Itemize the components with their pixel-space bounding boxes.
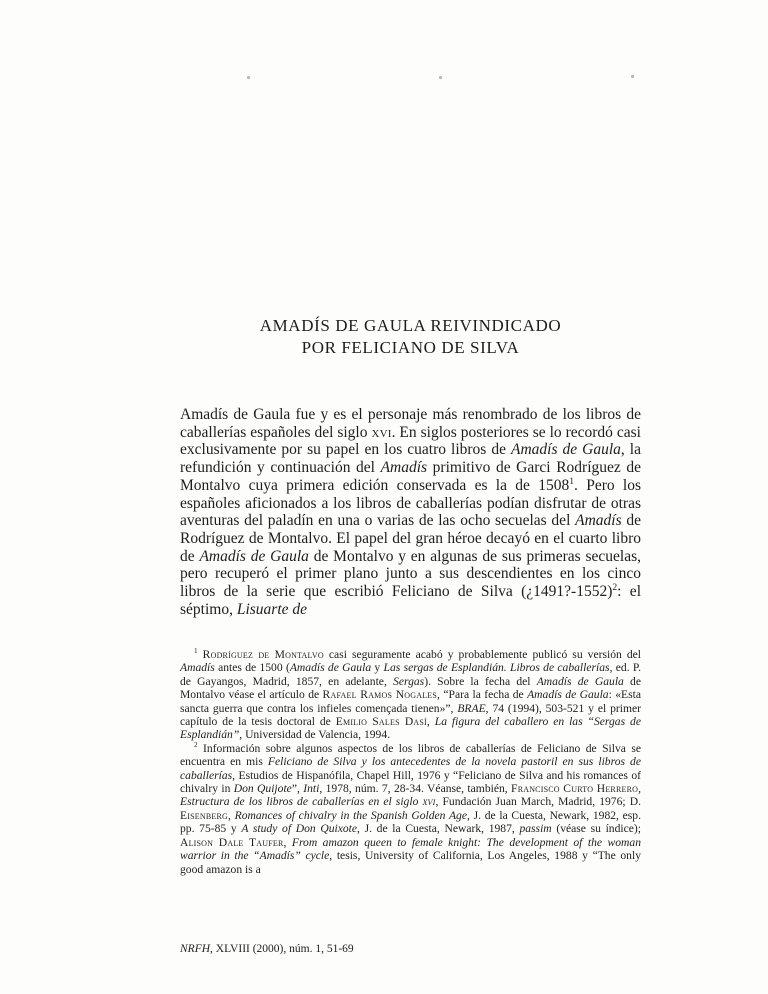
footnote-1: $^1$ Rodríguez de Montalvo casi seguramente acabó y probablemente publicó su versión del Amadís antes de 1500 (Amadís de Gaula y Las sergas de Esplandián. Libros de caballerías, ed. P. de Gayangos, Madrid, 1857, en adelante, Sergas). Sobre la fecha del Amadís de Gaula de Montalvo véase el artículo de Rafael Ramos Nogales, “Para la fecha de Amadís de Gaula: «Esta sancta guerra que contra los infieles començada tienen»”, BRAE, 74 (1994), 503-521 y el primer capítulo de la tesis doctoral de Emilio Sales Dasí, La figura del caballero en las “Sergas de Esplandián”, Universidad de Valencia, 1994. <box>180 647 642 742</box>
scan-artifact-dot <box>247 76 250 79</box>
footnotes-section <box>180 648 641 876</box>
scan-artifact-dot <box>439 76 442 79</box>
scan-artifact-dot <box>631 75 634 78</box>
footnote-2: $^2$ Información sobre algunos aspectos de los libros de caballerías de Feliciano de Silva se encuentra en mis Feliciano de Silva y los antecedentes de la novela pastoril en sus libros de caballerías, Estudios de Hispanófila, Chapel Hill, 1976 y “Feliciano de Silva and his romances of chivalry in Don Quijote”, Inti, 1978, núm. 7, 28-34. Véanse, también, Francisco Curto Herrero, Estructura de los libros de caballerías en el siglo xvi, Fundación Juan March, Madrid, 1976; D. Eisenberg, Romances of chivalry in the Spanish Golden Age, J. de la Cuesta, Newark, 1982, esp. pp. 75-85 y A study of Don Quixote, J. de la Cuesta, Newark, 1987, passim (véase su índice); Alison Dale Taufer, From amazon queen to female knight: The development of the woman warrior in the “Amadís” cycle, tesis, University of California, Los Angeles, 1988 y “The only good amazon is a <box>180 740 641 876</box>
article-title-line-2: POR FELICIANO DE SILVA <box>301 338 520 357</box>
article-title-line-1: AMADÍS DE GAULA REIVINDICADO <box>259 316 562 335</box>
article-title <box>180 315 641 359</box>
body-paragraph: Amadís de Gaula fue y es el personaje más renombrado de los libros de caballerías españoles del siglo xvi. En siglos posteriores se lo recordó casi exclusivamente por su papel en los cuatro libros de Amadís de Gaula, la refundición y continuación del Amadís primitivo de Garci Rodríguez de Montalvo cuya primera edición conservada es la de 1508$^1$. Pero los españoles aficionados a los libros de caballerías podían disfrutar de otras aventuras del paladín en una o varias de las ocho secuelas del Amadís de Rodríguez de Montalvo. El papel del gran héroe decayó en el cuarto libro de Amadís de Gaula de Montalvo y en algunas de sus primeras secuelas, pero recuperó el primer plano junto a sus descendientes en los cinco libros de la serie que escribió Feliciano de Silva (¿1491?-1552)$^2$: el séptimo, Lisuarte de <box>180 406 641 618</box>
journal-citation: NRFH, XLVIII (2000), núm. 1, 51-69 <box>180 943 354 955</box>
